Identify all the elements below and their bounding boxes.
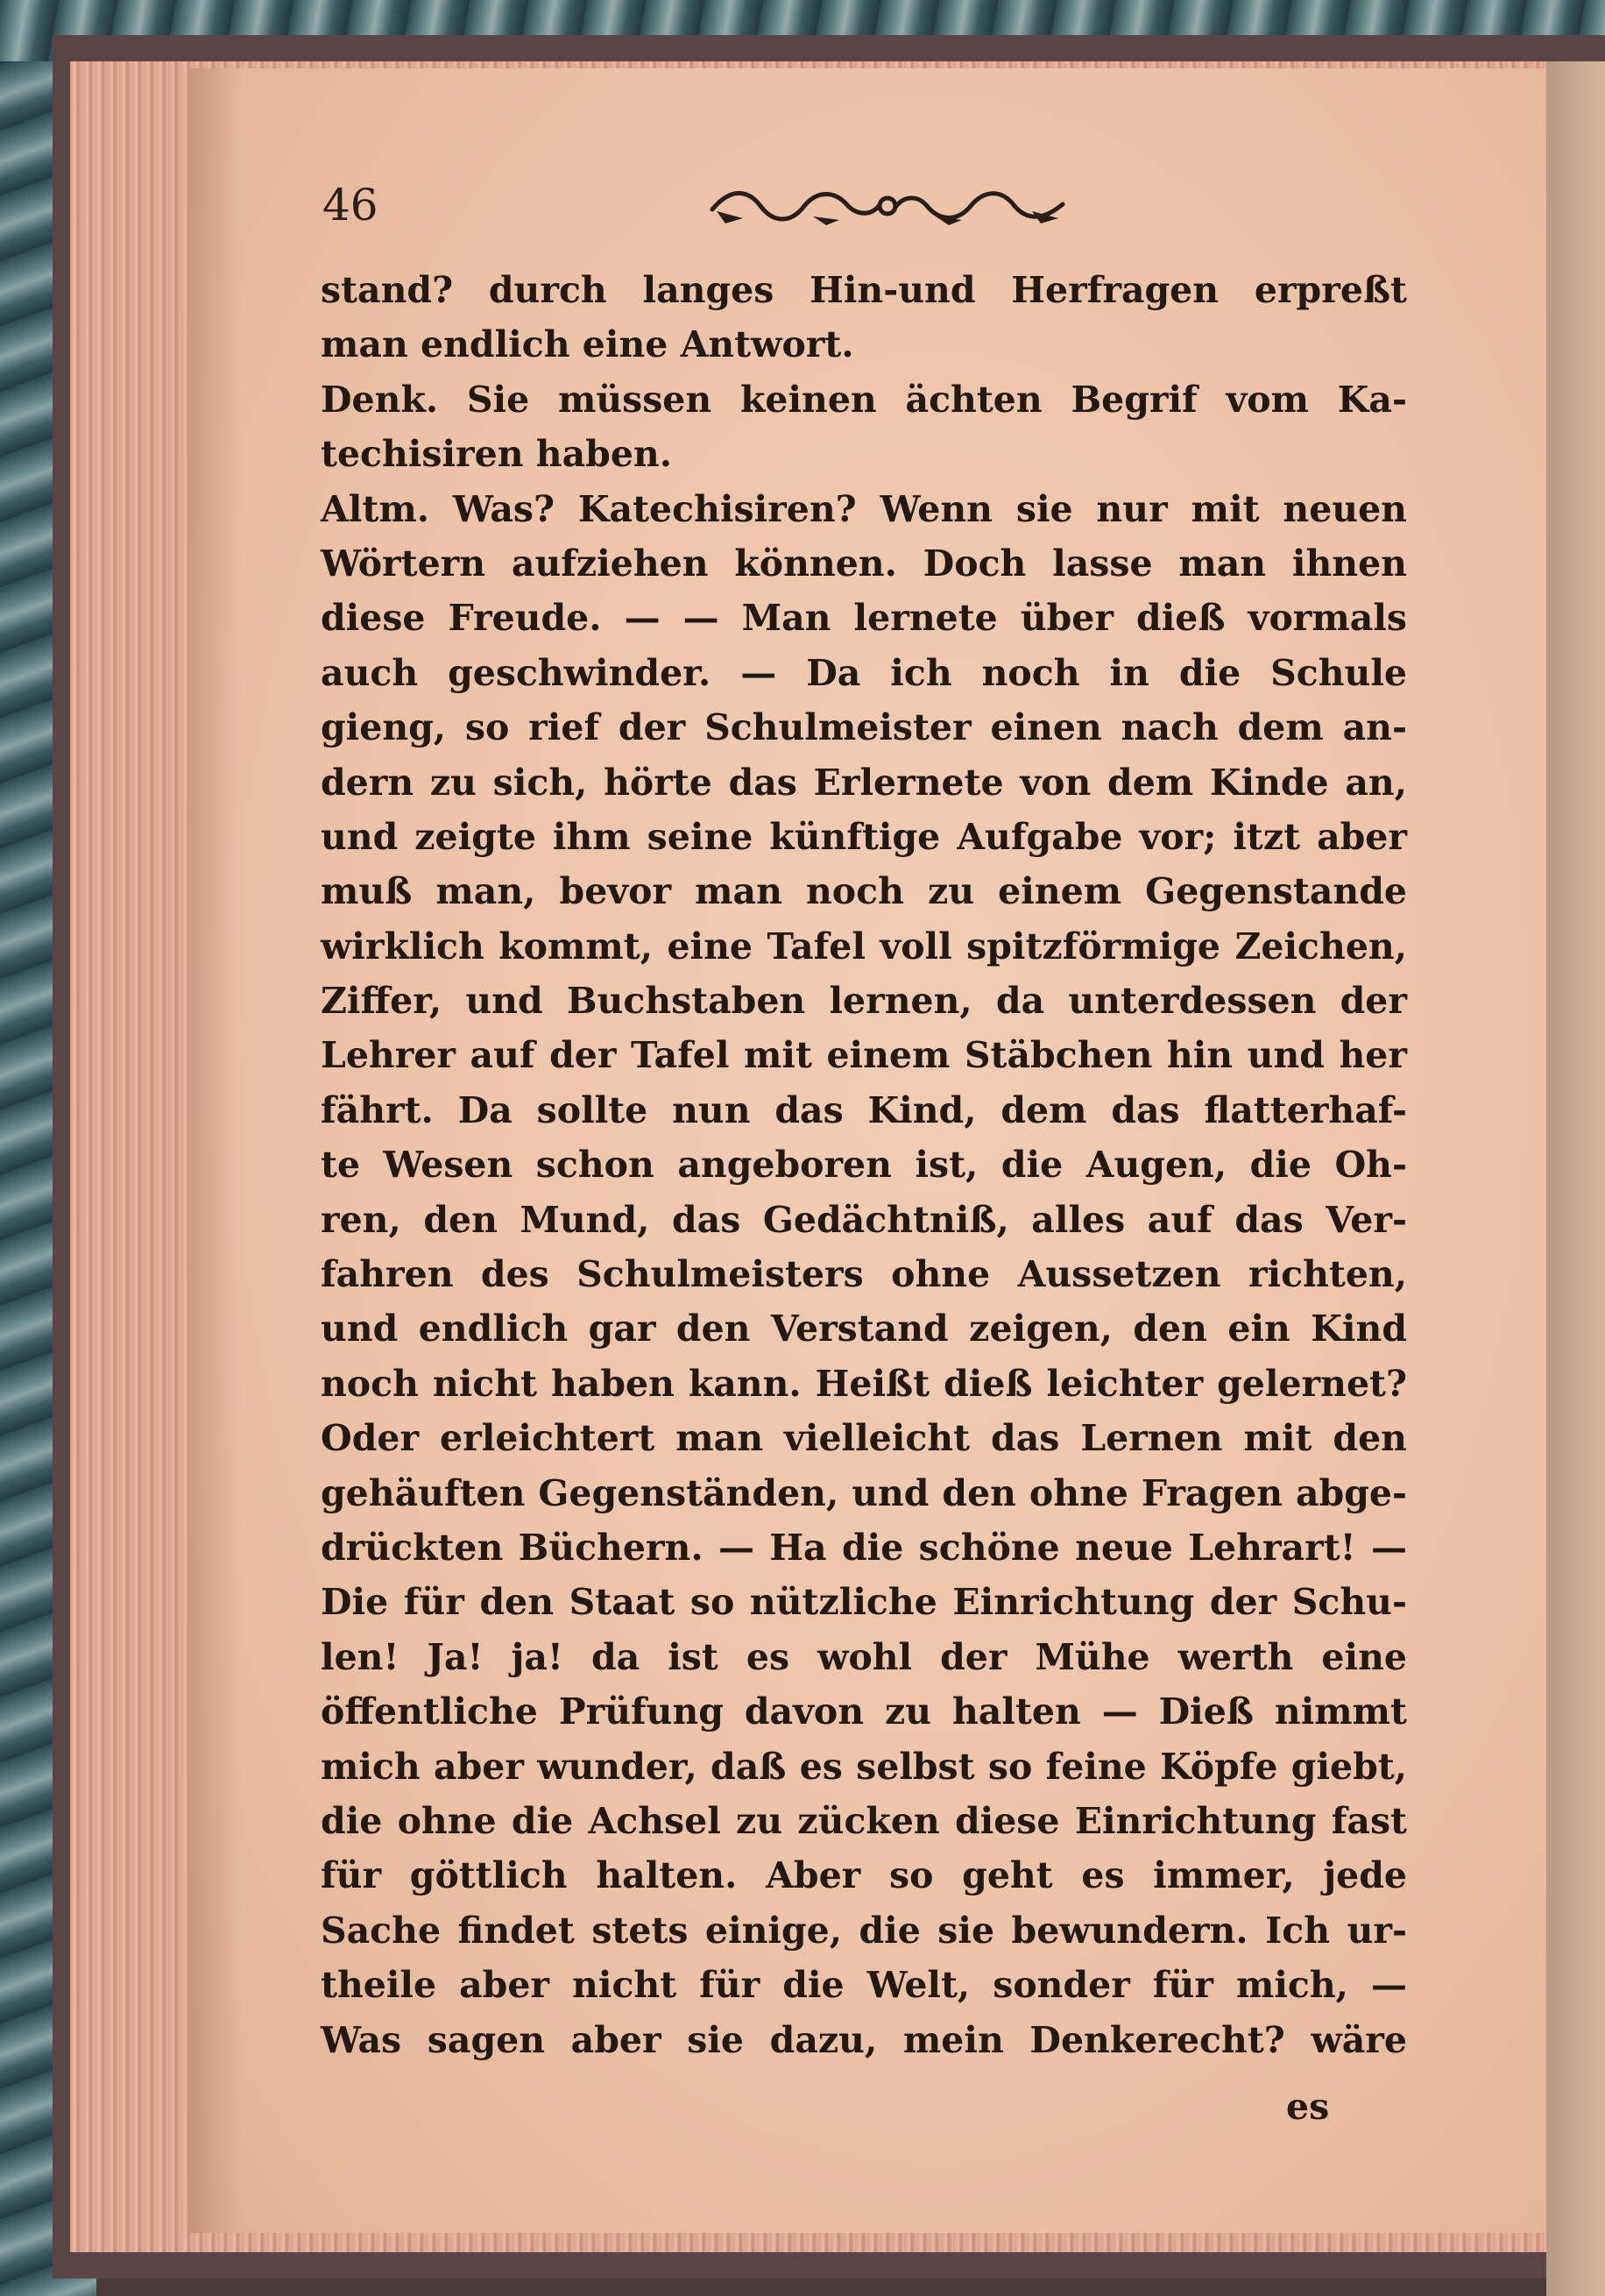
text-line: und endlich gar den Verstand zeigen, den ein Kind bbox=[321, 1307, 1407, 1350]
text-line: drückten Büchern. — Ha die schöne neue Lehrart! — bbox=[321, 1526, 1407, 1569]
text-line: te Wesen schon angeboren ist, die Augen, die Oh- bbox=[321, 1144, 1407, 1187]
text-line: Wörtern aufziehen können. Doch lasse man ihnen bbox=[321, 542, 1407, 585]
text-line: ren, den Mund, das Gedächtniß, alles auf das Ver- bbox=[321, 1198, 1407, 1241]
text-line: mich aber wunder, daß es selbst so feine Köpfe giebt, bbox=[321, 1745, 1407, 1788]
text-line: wirklich kommt, eine Tafel voll spitzförmige Zeichen, bbox=[321, 925, 1407, 967]
page-gutter-shadow bbox=[188, 68, 241, 2233]
text-line: fahren des Schulmeisters ohne Aussetzen richten, bbox=[321, 1253, 1407, 1296]
text-line: stand? durch langes Hin-und Herfragen erpreßt bbox=[321, 269, 1407, 311]
text-line: gehäuften Gegenständen, und den ohne Fragen abge- bbox=[321, 1471, 1407, 1514]
text-line: die ohne die Achsel zu zücken diese Einrichtung fast bbox=[321, 1799, 1407, 1842]
text-line: und zeigte ihm seine künftige Aufgabe vor; itzt aber bbox=[321, 815, 1407, 858]
text-line: theile aber nicht für die Welt, sonder für mich, — bbox=[321, 1964, 1407, 2007]
text-line: Altm. Was? Katechisiren? Wenn sie nur mit neuen bbox=[321, 487, 1407, 530]
text-line: Lehrer auf der Tafel mit einem Stäbchen hin und her bbox=[321, 1034, 1407, 1077]
text-line: Sache findet stets einige, die sie bewundern. Ich ur- bbox=[321, 1909, 1407, 1952]
text-line: Denk. Sie müssen keinen ächten Begrif vom Ka- bbox=[321, 378, 1407, 421]
text-line: dern zu sich, hörte das Erlernete von dem Kinde an, bbox=[321, 761, 1407, 804]
header-ornament-icon bbox=[708, 180, 1067, 232]
text-line: diese Freude. — — Man lernete über dieß vormals bbox=[321, 597, 1407, 640]
body-text bbox=[321, 263, 1407, 2067]
text-line: für göttlich halten. Aber so geht es immer, jede bbox=[321, 1854, 1407, 1897]
text-line: Die für den Staat so nützliche Einrichtung der Schu- bbox=[321, 1581, 1407, 1624]
page-number: 46 bbox=[322, 180, 378, 230]
text-line: öffentliche Prüfung davon zu halten — Dieß nimmt bbox=[321, 1690, 1407, 1733]
text-line: fährt. Da sollte nun das Kind, dem das flatterhaf- bbox=[321, 1088, 1407, 1131]
text-line: man endlich eine Antwort. bbox=[321, 323, 854, 366]
text-line: noch nicht haben kann. Heißt dieß leichter gelernet? bbox=[321, 1362, 1407, 1405]
text-line: gieng, so rief der Schulmeister einen nach dem an- bbox=[321, 706, 1407, 749]
text-line: Was sagen aber sie dazu, mein Denkerecht? wäre bbox=[321, 2018, 1407, 2061]
text-line: Oder erleichtert man vielleicht das Lernen mit den bbox=[321, 1417, 1407, 1460]
catchword: es bbox=[1286, 2086, 1330, 2128]
text-line: Ziffer, und Buchstaben lernen, da unterdessen der bbox=[321, 980, 1407, 1023]
facing-page-edge bbox=[1546, 61, 1605, 2296]
text-line: len! Ja! ja! da ist es wohl der Mühe werth eine bbox=[321, 1635, 1407, 1678]
page-header bbox=[322, 180, 1444, 250]
text-line: auch geschwinder. — Da ich noch in die Schule bbox=[321, 651, 1407, 694]
text-line: muß man, bevor man noch zu einem Gegenstande bbox=[321, 870, 1407, 913]
text-line: techisiren haben. bbox=[321, 433, 673, 476]
